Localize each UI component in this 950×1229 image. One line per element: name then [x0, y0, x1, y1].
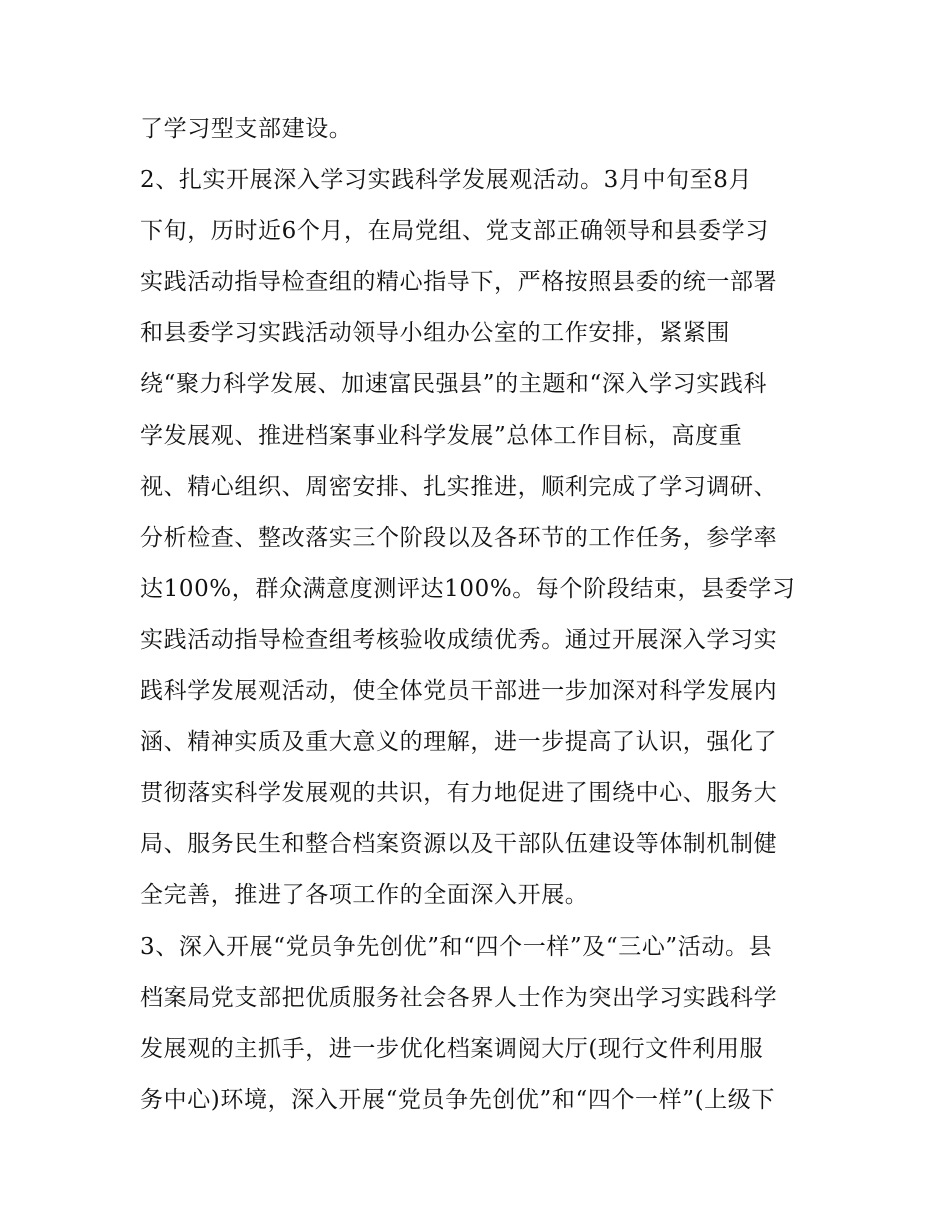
- text-line: 发展观的主抓手，进一步优化档案调阅大厅(现行文件利用服: [140, 1035, 764, 1062]
- text-line: 全完善，推进了各项工作的全面深入开展。: [140, 882, 589, 909]
- text-line: 3、深入开展“党员争先创优”和“四个一样”及“三心”活动。县: [140, 933, 773, 960]
- text-line: 贯彻落实科学发展观的共识，有力地促进了围绕中心、服务大: [140, 780, 778, 807]
- text-line: 践科学发展观活动，使全体党员干部进一步加深对科学发展内: [140, 678, 778, 705]
- text-line: 和县委学习实践活动领导小组办公室的工作安排，紧紧围: [140, 320, 730, 347]
- text-line: 局、服务民生和整合档案资源以及干部队伍建设等体制机制健: [140, 831, 778, 858]
- text-line: 涵、精神实质及重大意义的理解，进一步提高了认识，强化了: [140, 729, 778, 756]
- document-body: [140, 104, 812, 1126]
- text-line: 实践活动指导检查组考核验收成绩优秀。通过开展深入学习实: [140, 626, 778, 653]
- text-line: 下旬，历时近6个月，在局党组、党支部正确领导和县委学习: [140, 218, 769, 245]
- text-line: 学发展观、推进档案事业科学发展”总体工作目标，高度重: [140, 422, 743, 449]
- text-line: 绕“聚力科学发展、加速富民强县”的主题和“深入学习实践科: [140, 371, 768, 398]
- text-line: 实践活动指导检查组的精心指导下，严格按照县委的统一部署: [140, 269, 778, 296]
- text-line: 分析检查、整改落实三个阶段以及各环节的工作任务，参学率: [140, 524, 778, 551]
- text-line: 视、精心组织、周密安排、扎实推进，顺利完成了学习调研、: [140, 473, 778, 500]
- text-line: 达100%，群众满意度测评达100%。每个阶段结束，县委学习: [140, 575, 796, 602]
- text-line: 2、扎实开展深入学习实践科学发展观活动。3月中旬至8月: [140, 167, 753, 194]
- text-line: 档案局党支部把优质服务社会各界人士作为突出学习实践科学: [140, 984, 778, 1011]
- text-line: 了学习型支部建设。: [140, 116, 353, 142]
- text-line: 务中心)环境，深入开展“党员争先创优”和“四个一样”(上级下: [140, 1086, 775, 1113]
